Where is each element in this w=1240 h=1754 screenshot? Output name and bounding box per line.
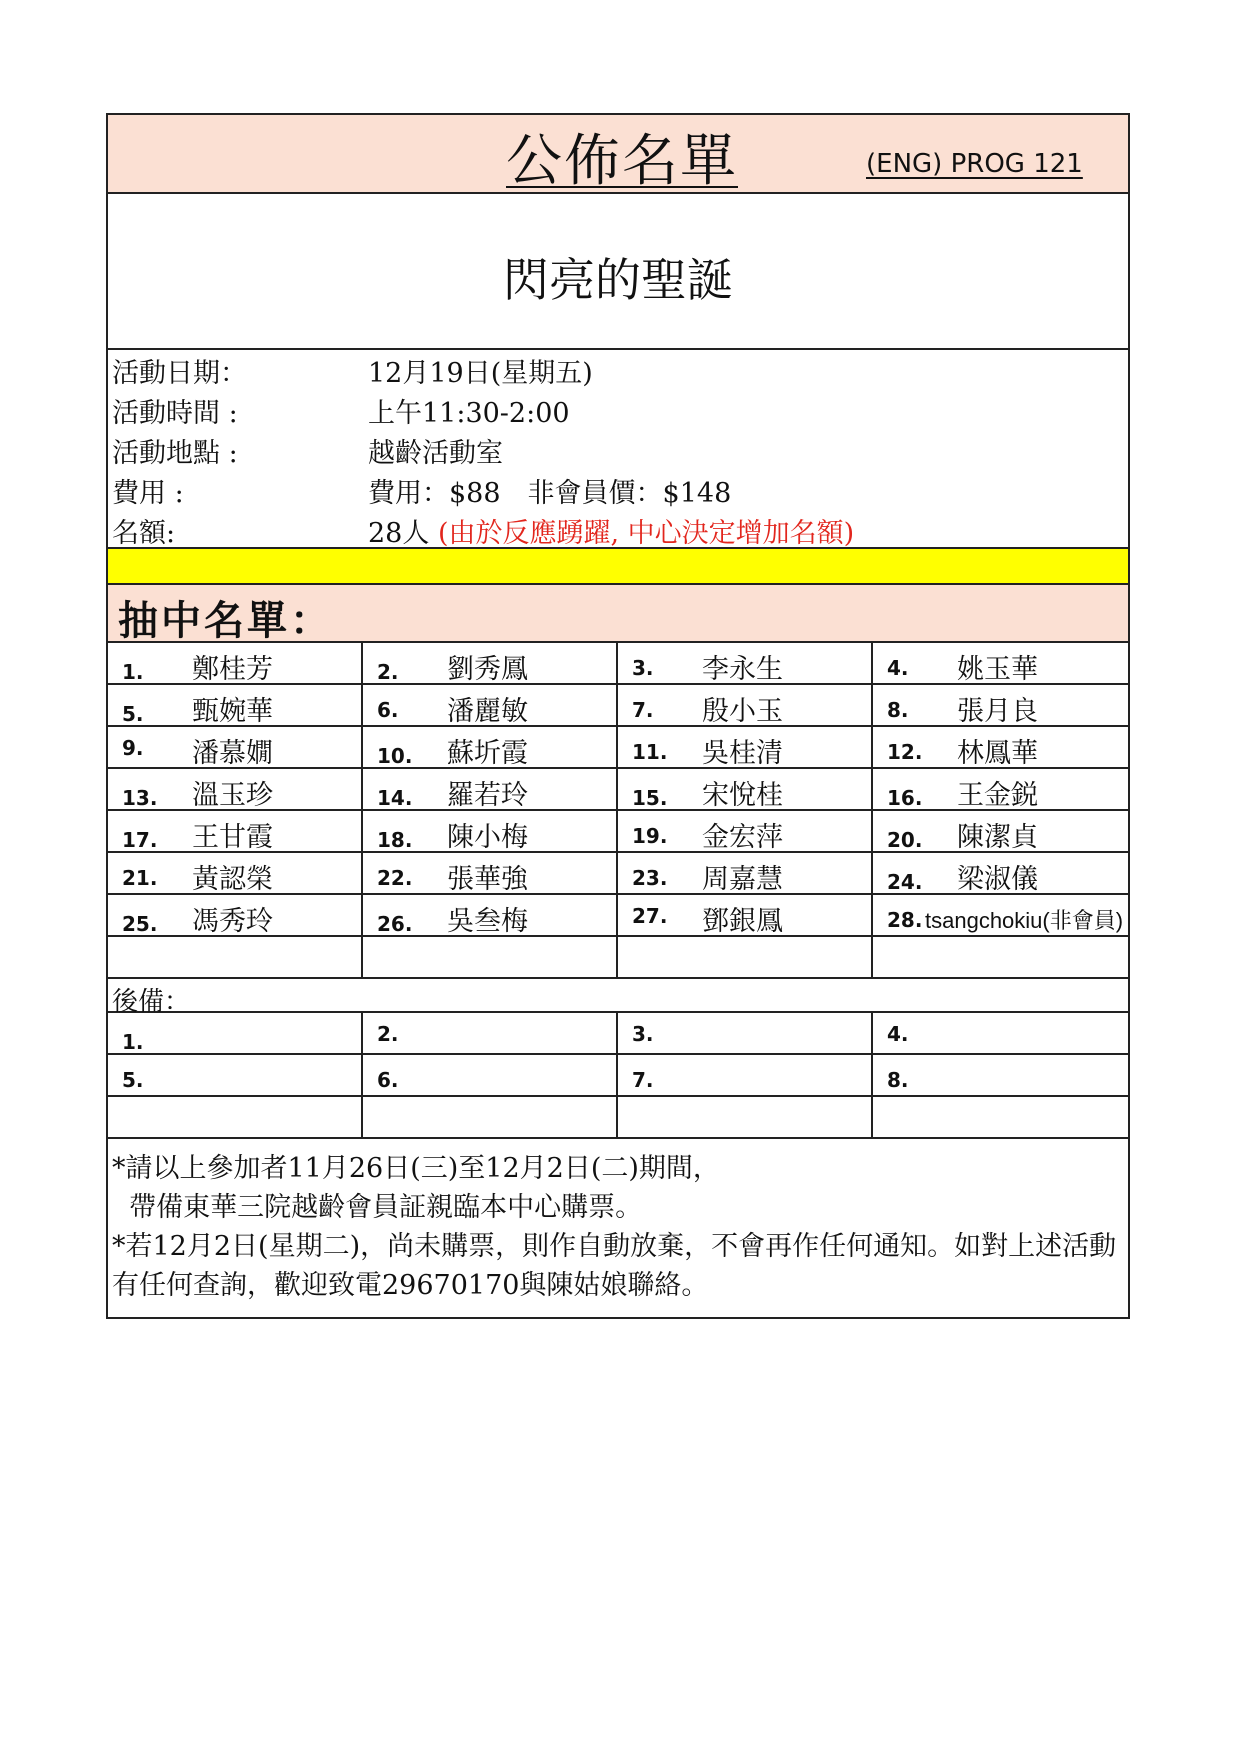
winner-cell bbox=[873, 643, 1128, 683]
winner-cell bbox=[108, 853, 363, 893]
winner-name: 陳潔貞 bbox=[957, 822, 1038, 853]
backup-header bbox=[108, 979, 1128, 1017]
winners-row bbox=[108, 769, 1128, 811]
winner-cell bbox=[363, 727, 618, 767]
winner-number: 9. bbox=[122, 736, 144, 760]
winner-cell bbox=[363, 811, 618, 851]
info-value: 12月19日(星期五) bbox=[368, 358, 593, 389]
winner-cell bbox=[618, 895, 873, 935]
info-label: 活動地點 : bbox=[112, 438, 238, 469]
winner-name: 王甘霞 bbox=[192, 822, 273, 853]
winner-cell bbox=[873, 853, 1128, 893]
backup-row bbox=[108, 1013, 1128, 1055]
winners-row bbox=[108, 643, 1128, 685]
winner-name: 金宏萍 bbox=[702, 822, 783, 853]
winner-number: 28. bbox=[887, 908, 923, 932]
backup-number: 8. bbox=[887, 1068, 909, 1092]
backup-number: 3. bbox=[632, 1022, 654, 1046]
info-fee bbox=[108, 474, 1128, 514]
backup-number: 5. bbox=[122, 1068, 144, 1092]
winner-number: 27. bbox=[632, 904, 668, 928]
winner-name: 林鳳華 bbox=[957, 738, 1038, 769]
backup-cell bbox=[363, 1055, 618, 1095]
winner-number: 24. bbox=[887, 870, 923, 894]
backup-cell bbox=[873, 1055, 1128, 1095]
winner-cell bbox=[108, 895, 363, 935]
blank-cell bbox=[873, 1097, 1128, 1137]
header-row bbox=[108, 115, 1128, 194]
winner-cell bbox=[108, 685, 363, 725]
quota-note: (由於反應踴躍, 中心決定增加名額) bbox=[437, 518, 855, 549]
winner-cell bbox=[873, 895, 1128, 935]
winner-number: 14. bbox=[377, 786, 413, 810]
info-value: 上午11:30-2:00 bbox=[368, 398, 570, 429]
winner-cell bbox=[618, 811, 873, 851]
winner-number: 4. bbox=[887, 656, 909, 680]
highlight-bar bbox=[108, 549, 1128, 585]
winner-name: 溫玉珍 bbox=[192, 780, 273, 811]
winner-name: 鄧銀鳳 bbox=[702, 906, 783, 937]
winner-number: 16. bbox=[887, 786, 923, 810]
announcement-sheet bbox=[106, 113, 1130, 1319]
winner-name: 宋悅桂 bbox=[702, 780, 783, 811]
quota-value: 28人 bbox=[368, 518, 438, 549]
winner-name: 周嘉慧 bbox=[702, 864, 783, 895]
winner-number: 20. bbox=[887, 828, 923, 852]
winners-row bbox=[108, 811, 1128, 853]
winner-cell bbox=[618, 769, 873, 809]
winner-name: 馮秀玲 bbox=[192, 906, 273, 937]
backup-cell bbox=[108, 1013, 363, 1053]
winner-name: 李永生 bbox=[702, 654, 783, 685]
backup-cell bbox=[363, 1013, 618, 1053]
backup-cell bbox=[618, 1013, 873, 1053]
winner-name: 陳小梅 bbox=[447, 822, 528, 853]
info-value: 費用：$88 非會員價：$148 bbox=[368, 478, 732, 509]
winner-name: 潘麗敏 bbox=[447, 696, 528, 727]
winner-cell bbox=[363, 853, 618, 893]
winners-header bbox=[108, 585, 1128, 643]
backup-cell bbox=[108, 1055, 363, 1095]
winner-number: 5. bbox=[122, 702, 144, 726]
winner-name: 劉秀鳳 bbox=[447, 654, 528, 685]
winner-number: 7. bbox=[632, 698, 654, 722]
winner-cell bbox=[873, 811, 1128, 851]
info-venue bbox=[108, 434, 1128, 474]
info-label: 費用 : bbox=[112, 478, 184, 509]
backup-cell bbox=[618, 1055, 873, 1095]
blank-row bbox=[108, 1097, 1128, 1139]
info-value: 越齡活動室 bbox=[368, 438, 503, 469]
winner-cell bbox=[873, 727, 1128, 767]
winner-number: 22. bbox=[377, 866, 413, 890]
page-title: 公佈名單 bbox=[506, 129, 738, 194]
winner-cell bbox=[363, 895, 618, 935]
winner-number: 25. bbox=[122, 912, 158, 936]
winners-row bbox=[108, 727, 1128, 769]
winner-name: 張月良 bbox=[957, 696, 1038, 727]
blank-cell bbox=[618, 937, 873, 977]
note-line: *若12月2日(星期二)，尚未購票，則作自動放棄，不會再作任何通知。如對上述活動有任何查詢，歡迎致電29670170與陳姑娘聯絡。 bbox=[112, 1231, 1117, 1301]
blank-cell bbox=[363, 1097, 618, 1137]
winner-cell bbox=[873, 685, 1128, 725]
backup-title: 後備： bbox=[112, 987, 191, 1017]
winner-name: 黃認榮 bbox=[192, 864, 273, 895]
winners-row bbox=[108, 853, 1128, 895]
winner-number: 15. bbox=[632, 786, 668, 810]
backup-cell bbox=[873, 1013, 1128, 1053]
blank-cell bbox=[873, 937, 1128, 977]
activity-title-row bbox=[108, 194, 1128, 350]
winners-title: 抽中名單： bbox=[118, 598, 333, 644]
winner-name: 潘慕嫺 bbox=[192, 738, 273, 769]
winner-number: 19. bbox=[632, 824, 668, 848]
winner-name: 梁淑儀 bbox=[957, 864, 1038, 895]
activity-title: 閃亮的聖誕 bbox=[503, 253, 733, 307]
info-label: 名額: bbox=[112, 518, 176, 549]
winner-name: 鄭桂芳 bbox=[192, 654, 273, 685]
winner-cell bbox=[108, 769, 363, 809]
backup-number: 2. bbox=[377, 1022, 399, 1046]
winner-cell bbox=[363, 685, 618, 725]
activity-info bbox=[108, 350, 1128, 549]
winner-name: 甄婉華 bbox=[192, 696, 273, 727]
blank-row bbox=[108, 937, 1128, 979]
winner-number: 11. bbox=[632, 740, 668, 764]
blank-cell bbox=[363, 937, 618, 977]
blank-cell bbox=[108, 937, 363, 977]
info-time bbox=[108, 394, 1128, 434]
program-code: (ENG) PROG 121 bbox=[866, 149, 1083, 179]
note-line: 帶備東華三院越齡會員証親臨本中心購票。 bbox=[112, 1192, 643, 1223]
winner-cell bbox=[618, 685, 873, 725]
winner-cell bbox=[618, 727, 873, 767]
backup-number: 7. bbox=[632, 1068, 654, 1092]
winner-number: 21. bbox=[122, 866, 158, 890]
winner-number: 1. bbox=[122, 660, 144, 684]
winner-number: 10. bbox=[377, 744, 413, 768]
winner-cell bbox=[108, 811, 363, 851]
winner-number: 17. bbox=[122, 828, 158, 852]
winner-cell bbox=[873, 769, 1128, 809]
winner-name: 張華強 bbox=[447, 864, 528, 895]
winner-number: 8. bbox=[887, 698, 909, 722]
winner-number: 18. bbox=[377, 828, 413, 852]
note-line: *請以上參加者11月26日(三)至12月2日(二)期間， bbox=[112, 1153, 720, 1184]
winner-cell bbox=[618, 853, 873, 893]
winners-row bbox=[108, 895, 1128, 937]
info-value bbox=[368, 514, 854, 554]
winner-name: 吳叁梅 bbox=[447, 906, 528, 937]
winner-number: 3. bbox=[632, 656, 654, 680]
winner-name: tsangchokiu(非會員) bbox=[925, 908, 1124, 933]
info-date bbox=[108, 354, 1128, 394]
winner-cell bbox=[363, 643, 618, 683]
winner-cell bbox=[618, 643, 873, 683]
blank-cell bbox=[108, 1097, 363, 1137]
winner-name: 羅若玲 bbox=[447, 780, 528, 811]
backup-row bbox=[108, 1055, 1128, 1097]
winner-number: 6. bbox=[377, 698, 399, 722]
winner-number: 23. bbox=[632, 866, 668, 890]
info-label: 活動時間 : bbox=[112, 398, 238, 429]
winner-cell bbox=[363, 769, 618, 809]
winner-number: 26. bbox=[377, 912, 413, 936]
winner-cell bbox=[108, 727, 363, 767]
backup-number: 4. bbox=[887, 1022, 909, 1046]
winner-number: 2. bbox=[377, 660, 399, 684]
backup-number: 1. bbox=[122, 1030, 144, 1054]
winner-name: 王金鋭 bbox=[957, 780, 1038, 811]
blank-cell bbox=[618, 1097, 873, 1137]
winner-name: 蘇圻霞 bbox=[447, 738, 528, 769]
winner-number: 13. bbox=[122, 786, 158, 810]
winner-name: 吳桂清 bbox=[702, 738, 783, 769]
winner-name: 殷小玉 bbox=[702, 696, 783, 727]
notes bbox=[108, 1139, 1128, 1317]
info-label: 活動日期： bbox=[112, 358, 247, 389]
winner-cell bbox=[108, 643, 363, 683]
winners-row bbox=[108, 685, 1128, 727]
info-quota bbox=[108, 514, 1128, 554]
winner-number: 12. bbox=[887, 740, 923, 764]
winner-name: 姚玉華 bbox=[957, 654, 1038, 685]
backup-number: 6. bbox=[377, 1068, 399, 1092]
